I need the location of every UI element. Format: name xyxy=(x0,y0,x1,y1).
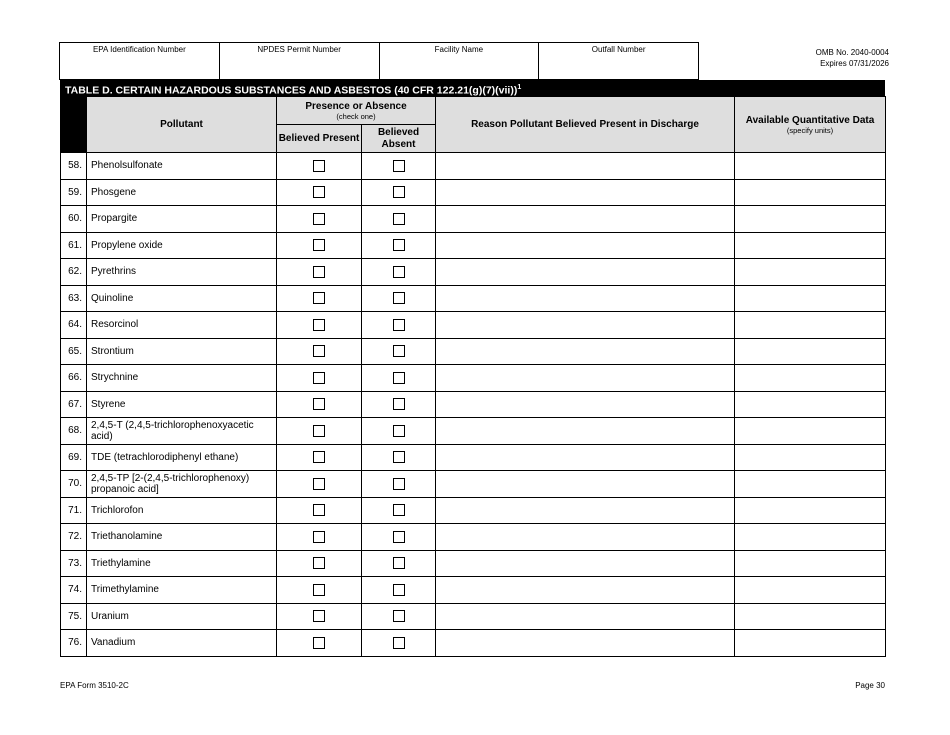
quantitative-data-field[interactable] xyxy=(735,471,886,498)
reason-field[interactable] xyxy=(436,630,735,657)
table-row xyxy=(61,444,886,471)
reason-field[interactable] xyxy=(436,391,735,418)
quantitative-data-field[interactable] xyxy=(735,338,886,365)
presence-subtitle: (check one) xyxy=(336,111,376,121)
believed-present-checkbox[interactable] xyxy=(313,478,325,490)
table-row xyxy=(61,338,886,365)
row-number: 76. xyxy=(61,630,87,657)
believed-absent-cell xyxy=(362,391,436,418)
pollutant-name: Quinoline xyxy=(87,285,277,312)
believed-absent-checkbox[interactable] xyxy=(393,160,405,172)
reason-field[interactable] xyxy=(436,259,735,286)
table-row xyxy=(61,630,886,657)
believed-present-cell xyxy=(277,630,362,657)
believed-present-cell xyxy=(277,524,362,551)
believed-present-checkbox[interactable] xyxy=(313,160,325,172)
believed-present-checkbox[interactable] xyxy=(313,557,325,569)
table-row xyxy=(61,471,886,498)
pollutant-column-header: Pollutant xyxy=(87,97,277,153)
believed-absent-checkbox[interactable] xyxy=(393,451,405,463)
pollutant-name: Strychnine xyxy=(87,365,277,392)
reason-field[interactable] xyxy=(436,365,735,392)
row-number: 67. xyxy=(61,391,87,418)
table-row xyxy=(61,153,886,180)
believed-absent-cell xyxy=(362,471,436,498)
believed-present-cell xyxy=(277,153,362,180)
believed-absent-cell xyxy=(362,524,436,551)
believed-absent-cell xyxy=(362,312,436,339)
reason-field[interactable] xyxy=(436,471,735,498)
omb-number: OMB No. 2040-0004 xyxy=(815,48,889,57)
quantitative-data-field[interactable] xyxy=(735,603,886,630)
presence-column-header xyxy=(277,97,436,125)
presence-title: Presence or Absence xyxy=(305,100,407,112)
pollutant-name: 2,4,5-TP [2-(2,4,5-trichlorophenoxy) propanoic acid] xyxy=(87,471,277,498)
reason-column-header: Reason Pollutant Believed Present in Discharge xyxy=(436,97,735,153)
row-number: 65. xyxy=(61,338,87,365)
believed-absent-cell xyxy=(362,603,436,630)
believed-absent-checkbox[interactable] xyxy=(393,425,405,437)
believed-present-cell xyxy=(277,179,362,206)
quantitative-data-field[interactable] xyxy=(735,418,886,445)
believed-absent-cell xyxy=(362,444,436,471)
believed-absent-cell xyxy=(362,338,436,365)
table-row xyxy=(61,497,886,524)
quantitative-data-field[interactable] xyxy=(735,179,886,206)
row-number: 63. xyxy=(61,285,87,312)
believed-present-checkbox[interactable] xyxy=(313,610,325,622)
quantitative-data-field[interactable] xyxy=(735,285,886,312)
quantitative-data-field[interactable] xyxy=(735,232,886,259)
table-row xyxy=(61,524,886,551)
available-data-column-header xyxy=(735,97,886,153)
believed-present-cell xyxy=(277,497,362,524)
quantitative-data-field[interactable] xyxy=(735,577,886,604)
pollutant-name: Triethanolamine xyxy=(87,524,277,551)
row-number: 61. xyxy=(61,232,87,259)
believed-present-checkbox[interactable] xyxy=(313,292,325,304)
pollutant-name: 2,4,5-T (2,4,5-trichlorophenoxyacetic acid) xyxy=(87,418,277,445)
believed-present-cell xyxy=(277,206,362,233)
table-row xyxy=(61,285,886,312)
header-fields xyxy=(59,42,699,80)
pollutant-name: Phosgene xyxy=(87,179,277,206)
page-number: Page 30 xyxy=(855,681,885,690)
believed-absent-checkbox[interactable] xyxy=(393,372,405,384)
row-number: 66. xyxy=(61,365,87,392)
believed-absent-header: Believed Absent xyxy=(362,125,436,153)
believed-present-checkbox[interactable] xyxy=(313,186,325,198)
reason-field[interactable] xyxy=(436,179,735,206)
row-number: 70. xyxy=(61,471,87,498)
number-column-header xyxy=(61,97,87,153)
omb-expires: Expires 07/31/2026 xyxy=(820,59,889,68)
reason-field[interactable] xyxy=(436,206,735,233)
row-number: 58. xyxy=(61,153,87,180)
believed-present-cell xyxy=(277,312,362,339)
quantitative-data-field[interactable] xyxy=(735,444,886,471)
row-number: 74. xyxy=(61,577,87,604)
believed-absent-checkbox[interactable] xyxy=(393,637,405,649)
believed-present-checkbox[interactable] xyxy=(313,425,325,437)
quantitative-data-field[interactable] xyxy=(735,312,886,339)
believed-present-cell xyxy=(277,577,362,604)
reason-field[interactable] xyxy=(436,338,735,365)
epa-id-field[interactable]: EPA Identification Number xyxy=(60,43,220,80)
quantitative-data-field[interactable] xyxy=(735,259,886,286)
reason-field[interactable] xyxy=(436,312,735,339)
believed-absent-cell xyxy=(362,418,436,445)
believed-present-checkbox[interactable] xyxy=(313,239,325,251)
quantitative-data-field[interactable] xyxy=(735,391,886,418)
quantitative-data-field[interactable] xyxy=(735,550,886,577)
believed-absent-cell xyxy=(362,232,436,259)
believed-present-checkbox[interactable] xyxy=(313,345,325,357)
pollutant-name: Styrene xyxy=(87,391,277,418)
reason-field[interactable] xyxy=(436,285,735,312)
believed-present-checkbox[interactable] xyxy=(313,319,325,331)
believed-absent-cell xyxy=(362,179,436,206)
table-row xyxy=(61,577,886,604)
pollutant-name: Phenolsulfonate xyxy=(87,153,277,180)
believed-present-checkbox[interactable] xyxy=(313,213,325,225)
row-number: 73. xyxy=(61,550,87,577)
table-row xyxy=(61,259,886,286)
believed-absent-checkbox[interactable] xyxy=(393,266,405,278)
believed-present-checkbox[interactable] xyxy=(313,398,325,410)
pollutant-name: Resorcinol xyxy=(87,312,277,339)
outfall-number-field[interactable]: Outfall Number xyxy=(539,43,699,80)
table-row xyxy=(61,179,886,206)
table-row xyxy=(61,365,886,392)
believed-present-cell xyxy=(277,471,362,498)
row-number: 64. xyxy=(61,312,87,339)
table-row xyxy=(61,206,886,233)
believed-present-cell xyxy=(277,444,362,471)
pollutant-name: Triethylamine xyxy=(87,550,277,577)
believed-absent-cell xyxy=(362,153,436,180)
pollutant-table xyxy=(60,96,886,657)
table-row xyxy=(61,603,886,630)
pollutant-name: Trimethylamine xyxy=(87,577,277,604)
available-data-title: Available Quantitative Data xyxy=(745,114,875,126)
npdes-permit-field[interactable]: NPDES Permit Number xyxy=(219,43,379,80)
believed-absent-cell xyxy=(362,577,436,604)
believed-absent-cell xyxy=(362,497,436,524)
believed-present-cell xyxy=(277,285,362,312)
believed-absent-cell xyxy=(362,550,436,577)
believed-absent-checkbox[interactable] xyxy=(393,398,405,410)
believed-present-checkbox[interactable] xyxy=(313,584,325,596)
believed-present-header: Believed Present xyxy=(277,125,362,153)
believed-absent-cell xyxy=(362,365,436,392)
reason-field[interactable] xyxy=(436,603,735,630)
believed-absent-checkbox[interactable] xyxy=(393,557,405,569)
quantitative-data-field[interactable] xyxy=(735,153,886,180)
pollutant-name: Trichlorofon xyxy=(87,497,277,524)
believed-absent-cell xyxy=(362,630,436,657)
pollutant-name: Uranium xyxy=(87,603,277,630)
table-row xyxy=(61,550,886,577)
reason-field[interactable] xyxy=(436,524,735,551)
row-number: 71. xyxy=(61,497,87,524)
reason-field[interactable] xyxy=(436,497,735,524)
reason-field[interactable] xyxy=(436,418,735,445)
believed-present-cell xyxy=(277,418,362,445)
believed-present-cell xyxy=(277,259,362,286)
facility-name-field[interactable]: Facility Name xyxy=(379,43,539,80)
believed-present-checkbox[interactable] xyxy=(313,266,325,278)
row-number: 68. xyxy=(61,418,87,445)
pollutant-name: Pyrethrins xyxy=(87,259,277,286)
believed-absent-checkbox[interactable] xyxy=(393,531,405,543)
row-number: 62. xyxy=(61,259,87,286)
pollutant-name: Strontium xyxy=(87,338,277,365)
table-row xyxy=(61,418,886,445)
row-number: 60. xyxy=(61,206,87,233)
reason-field[interactable] xyxy=(436,232,735,259)
reason-field[interactable] xyxy=(436,153,735,180)
believed-present-checkbox[interactable] xyxy=(313,637,325,649)
table-title-text: TABLE D. CERTAIN HAZARDOUS SUBSTANCES AND ASBESTOS (40 CFR 122.21(g)(7)(vii)) xyxy=(65,84,518,97)
believed-absent-cell xyxy=(362,285,436,312)
row-number: 69. xyxy=(61,444,87,471)
believed-absent-checkbox[interactable] xyxy=(393,319,405,331)
omb-info xyxy=(816,47,889,69)
table-title xyxy=(60,80,885,96)
believed-absent-checkbox[interactable] xyxy=(393,478,405,490)
pollutant-name: TDE (tetrachlorodiphenyl ethane) xyxy=(87,444,277,471)
quantitative-data-field[interactable] xyxy=(735,365,886,392)
quantitative-data-field[interactable] xyxy=(735,206,886,233)
believed-absent-checkbox[interactable] xyxy=(393,610,405,622)
believed-absent-checkbox[interactable] xyxy=(393,292,405,304)
believed-absent-checkbox[interactable] xyxy=(393,186,405,198)
believed-absent-cell xyxy=(362,259,436,286)
quantitative-data-field[interactable] xyxy=(735,497,886,524)
table-row xyxy=(61,232,886,259)
reason-field[interactable] xyxy=(436,577,735,604)
quantitative-data-field[interactable] xyxy=(735,630,886,657)
table-title-footnote: 1 xyxy=(517,84,522,91)
pollutant-name: Propargite xyxy=(87,206,277,233)
pollutant-rows xyxy=(61,153,886,657)
believed-absent-checkbox[interactable] xyxy=(393,584,405,596)
believed-absent-checkbox[interactable] xyxy=(393,504,405,516)
believed-present-checkbox[interactable] xyxy=(313,531,325,543)
pollutant-name: Vanadium xyxy=(87,630,277,657)
believed-present-checkbox[interactable] xyxy=(313,451,325,463)
reason-field[interactable] xyxy=(436,550,735,577)
available-data-subtitle: (specify units) xyxy=(786,125,834,135)
pollutant-name: Propylene oxide xyxy=(87,232,277,259)
believed-present-cell xyxy=(277,391,362,418)
believed-absent-cell xyxy=(362,206,436,233)
quantitative-data-field[interactable] xyxy=(735,524,886,551)
believed-present-cell xyxy=(277,550,362,577)
row-number: 72. xyxy=(61,524,87,551)
believed-present-checkbox[interactable] xyxy=(313,372,325,384)
believed-present-cell xyxy=(277,232,362,259)
believed-absent-checkbox[interactable] xyxy=(393,213,405,225)
table-row xyxy=(61,312,886,339)
believed-present-cell xyxy=(277,603,362,630)
form-number: EPA Form 3510-2C xyxy=(60,681,129,690)
believed-absent-checkbox[interactable] xyxy=(393,239,405,251)
table-row xyxy=(61,391,886,418)
believed-present-checkbox[interactable] xyxy=(313,504,325,516)
believed-absent-checkbox[interactable] xyxy=(393,345,405,357)
believed-present-cell xyxy=(277,338,362,365)
believed-present-cell xyxy=(277,365,362,392)
row-number: 59. xyxy=(61,179,87,206)
row-number: 75. xyxy=(61,603,87,630)
reason-field[interactable] xyxy=(436,444,735,471)
